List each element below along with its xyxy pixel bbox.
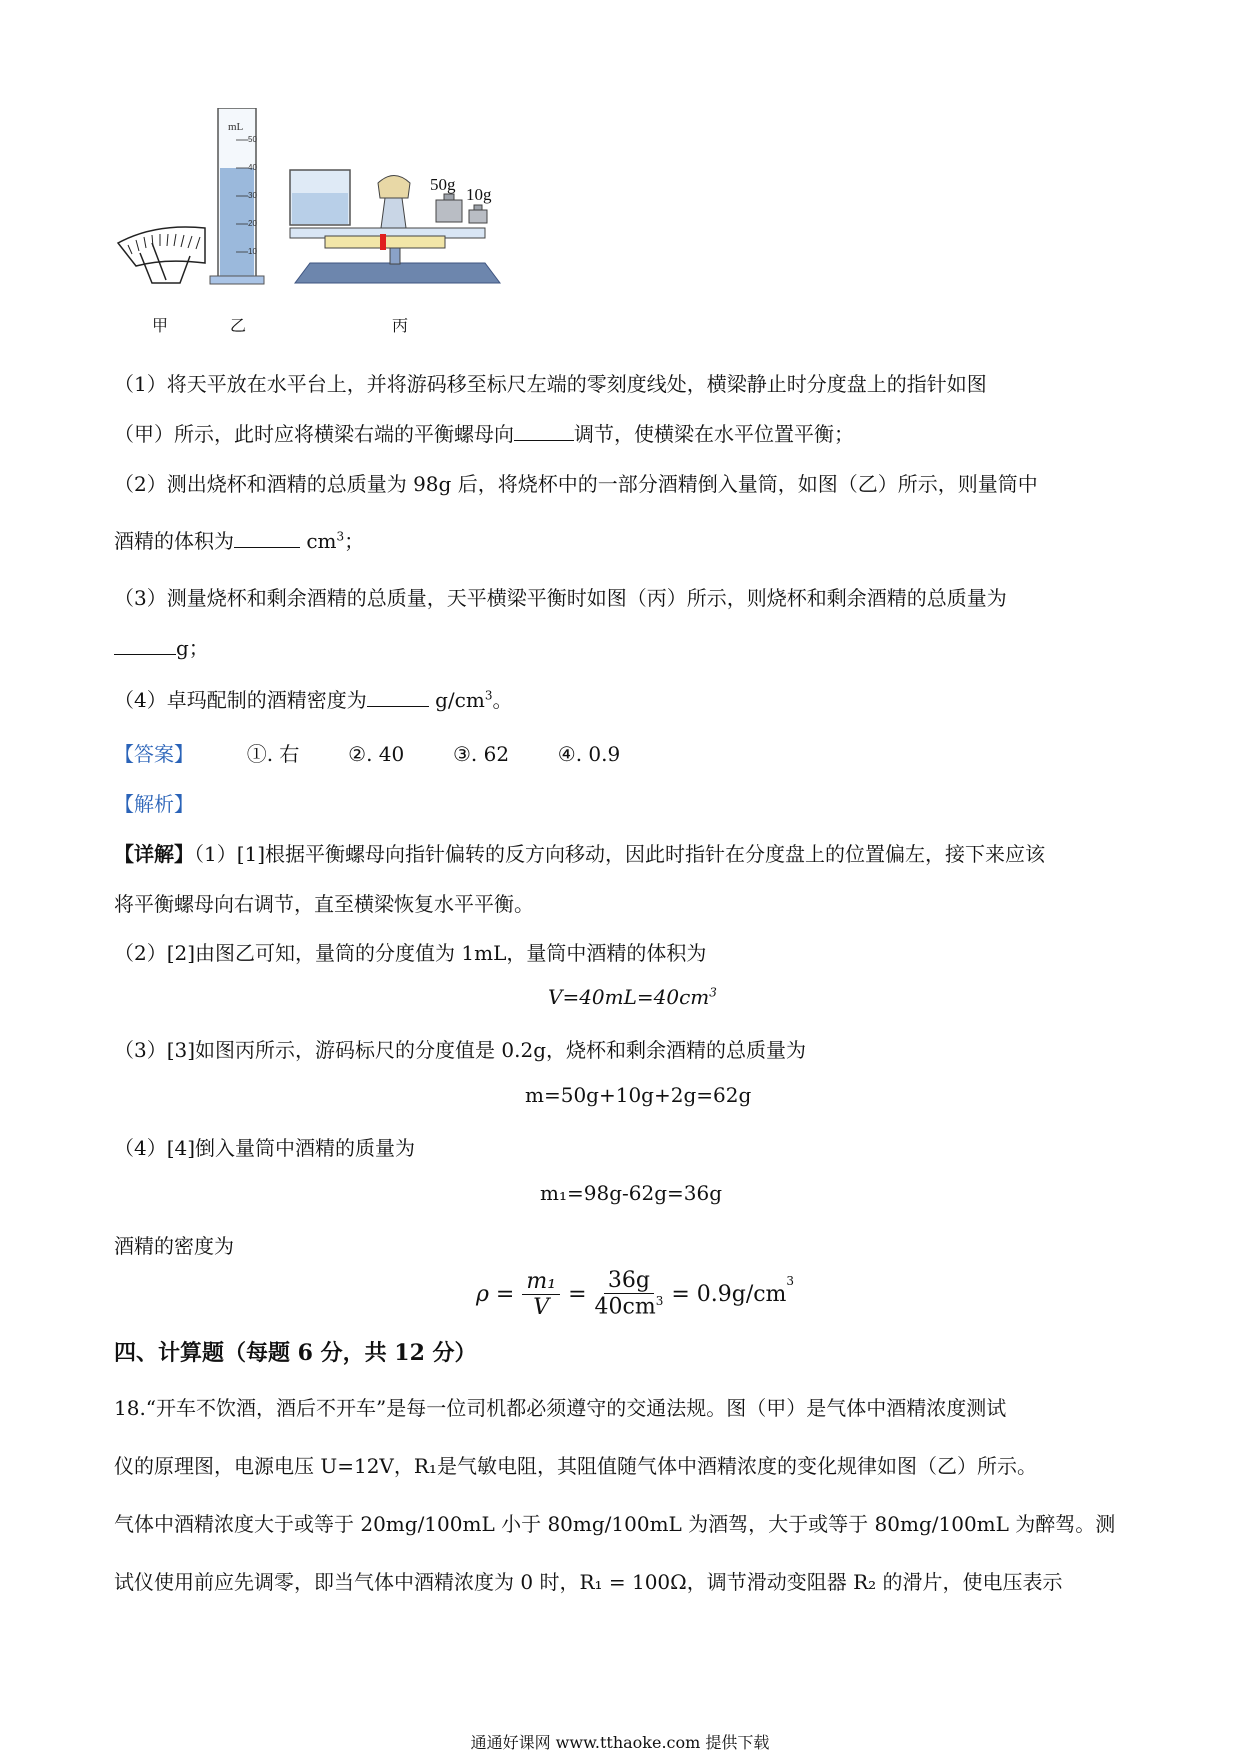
question-1-line-1: （1）将天平放在水平台上，并将游码移至标尺左端的零刻度线处，横梁静止时分度盘上的指针如图 — [114, 372, 987, 396]
svg-text:10: 10 — [248, 247, 257, 256]
page-footer: 通通好课网 www.tthaoke.com 提供下载 — [470, 1733, 770, 1752]
density-equation: ρ = $\frac{\text{m₁}}{V}$ = $\frac{36g}{40cm^3}$ = 0.9g/cm $^3$ — [476, 1268, 795, 1320]
question-4: （4）卓玛配制的酒精密度为 $g/cm^3$。 — [114, 688, 513, 712]
question-18-line-2: 仪的原理图，电源电压 U=12V，R₁是气敏电阻，其阻值随气体中酒精浓度的变化规律如图（乙）所示。 — [114, 1454, 1037, 1478]
balance-scale — [290, 170, 500, 283]
question-3-line-1: （3）测量烧杯和剩余酒精的总质量，天平横梁平衡时如图（丙）所示，则烧杯和剩余酒精的总质量为 — [114, 586, 1007, 610]
analysis-p1-line-2: 将平衡螺母向右调节，直至横梁恢复水平平衡。 — [114, 892, 534, 916]
experiment-figure — [110, 108, 570, 342]
analysis-p4: （4）[4]倒入量筒中酒精的质量为 — [114, 1136, 416, 1160]
question-18-line-1: 18.“开车不饮酒，酒后不开车”是每一位司机都必须遵守的交通法规。图（甲）是气体中酒精浓度测试 — [114, 1396, 1007, 1420]
question-1-line-2: （甲）所示，此时应将横梁右端的平衡螺母向 调节，使横梁在水平位置平衡； — [114, 422, 854, 446]
svg-text:20: 20 — [248, 219, 257, 228]
apparatus-illustration — [110, 108, 570, 338]
weight-label-50g: 50g — [430, 175, 456, 194]
question-2-line-1: （2）测出烧杯和酒精的总质量为 98g 后，将烧杯中的一部分酒精倒入量筒，如图（乙）所示，则量筒中 — [114, 472, 1038, 496]
equation-mass: m=50g+10g+2g=62g — [525, 1083, 752, 1107]
answer-line — [114, 738, 620, 767]
answer-blank-2[interactable] — [234, 529, 300, 548]
svg-text:50: 50 — [248, 135, 257, 144]
answer-item-4: ④. 0.9 — [557, 742, 621, 766]
question-2-line-2: 酒精的体积为 $cm^3$； — [114, 529, 365, 553]
measuring-cylinder — [210, 108, 264, 284]
answer-blank-4[interactable] — [367, 688, 429, 707]
answer-tag: 【答案】 — [114, 742, 194, 766]
svg-text:40: 40 — [248, 163, 257, 172]
answer-item-2: ②. 40 — [348, 742, 405, 766]
equation-poured-mass: m₁=98g-62g=36g — [540, 1181, 723, 1205]
label-bing: 丙 — [392, 316, 409, 335]
analysis-p2: （2）[2]由图乙可知，量筒的分度值为 1mL，量筒中酒精的体积为 — [114, 941, 707, 965]
answer-blank-1[interactable] — [514, 422, 574, 441]
analysis-tag: 【解析】 — [114, 792, 194, 816]
analysis-p5: 酒精的密度为 — [114, 1234, 234, 1258]
label-jia: 甲 — [152, 316, 169, 335]
svg-text:30: 30 — [248, 191, 257, 200]
label-yi: 乙 — [230, 316, 247, 335]
answer-item-3: ③. 62 — [452, 742, 510, 766]
analysis-p3: （3）[3]如图丙所示，游码标尺的分度值是 0.2g，烧杯和剩余酒精的总质量为 — [114, 1038, 807, 1062]
question-18-line-3: 气体中酒精浓度大于或等于 20mg/100mL 小于 80mg/100mL 为酒驾，大于或等于 80mg/100mL 为醉驾。测 — [114, 1512, 1116, 1536]
cylinder-unit: mL — [228, 121, 244, 133]
question-3-line-2: g； — [114, 632, 209, 661]
pointer-dial — [118, 227, 205, 283]
weight-label-10g: 10g — [466, 185, 492, 204]
question-18-line-4: 试仪使用前应先调零，即当气体中酒精浓度为 0 时，R₁ = 100Ω，调节滑动变阻器 R₂ 的滑片，使电压表示 — [114, 1570, 1063, 1594]
analysis-p1-line-1: 【详解】（1）[1]根据平衡螺母向指针偏转的反方向移动，因此时指针在分度盘上的位置偏左，接下来应该 — [114, 842, 1046, 866]
answer-item-1: ①. 右 — [246, 742, 300, 766]
section-title: 四、计算题（每题 6 分，共 12 分） — [114, 1340, 477, 1366]
equation-volume: $V=40mL=40cm^3$ — [548, 985, 717, 1009]
answer-blank-3[interactable] — [114, 636, 176, 655]
